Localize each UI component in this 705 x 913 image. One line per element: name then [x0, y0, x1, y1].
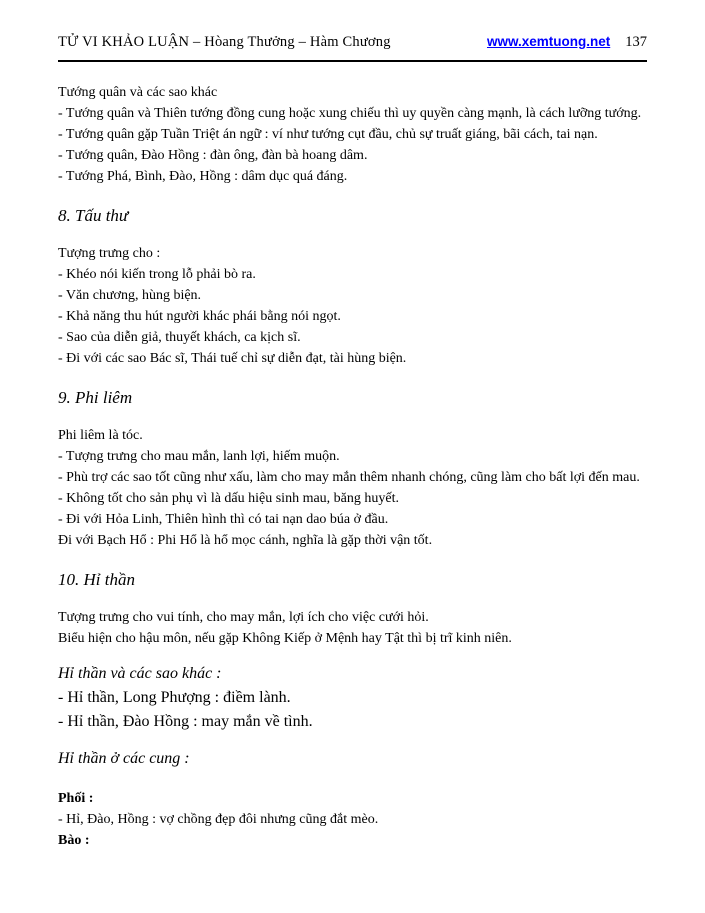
- section-hi-than-cac-cung: [58, 788, 647, 851]
- section-hi-than-sao-khac: [58, 686, 647, 734]
- text-line: - Văn chương, hùng biện.: [58, 288, 202, 303]
- section-hi-than: [58, 607, 647, 649]
- text-line: - Hỉ, Đào, Hồng : vợ chồng đẹp đôi nhưng cũng đắt mèo.: [58, 812, 379, 827]
- text-line: Tượng trưng cho vui tính, cho may mắn, lợi ích cho việc cưới hỏi.: [58, 610, 429, 625]
- text-line: Biểu hiện cho hậu môn, nếu gặp Không Kiếp ở Mệnh hay Tật thì bị trĩ kinh niên.: [58, 631, 512, 646]
- text-line: - Phù trợ các sao tốt cũng như xấu, làm cho may mắn thêm nhanh chóng, cũng làm cho bất lợi đến mau.: [58, 470, 640, 485]
- text-line: - Hỉ thần, Đào Hồng : may mắn về tình.: [58, 713, 313, 730]
- website-link[interactable]: www.xemtuong.net: [486, 34, 611, 49]
- text-line: - Khả năng thu hút người khác phái bằng nói ngọt.: [58, 309, 341, 324]
- text-line: Tượng trưng cho :: [58, 246, 161, 261]
- section-tuong-quan: [58, 82, 647, 187]
- page-body: [58, 82, 647, 851]
- header-right: [487, 34, 647, 51]
- text-line: - Không tốt cho sản phụ vì là dấu hiệu sinh mau, băng huyết.: [58, 491, 399, 506]
- heading-hi-than: 10. Hỉ thần: [58, 570, 135, 589]
- heading-tau-thu: 8. Tấu thư: [58, 206, 129, 225]
- section-phi-liem: [58, 425, 647, 551]
- text-line: - Khéo nói kiến trong lỗ phải bò ra.: [58, 267, 256, 282]
- text-line: - Tướng quân, Đào Hồng : đàn ông, đàn bà hoang dâm.: [58, 148, 368, 163]
- text-line: - Sao của diễn giả, thuyết khách, ca kịch sĩ.: [58, 330, 301, 345]
- heading-phi-liem: 9. Phi liêm: [58, 388, 133, 407]
- section-tau-thu: [58, 243, 647, 369]
- text-line: - Đi với các sao Bác sĩ, Thái tuế chỉ sự diễn đạt, tài hùng biện.: [58, 351, 407, 366]
- subheading-hi-than-cac-cung: Hỉ thần ở các cung :: [58, 750, 190, 767]
- text-line: - Đi với Hỏa Linh, Thiên hình thì có tai nạn dao búa ở đầu.: [58, 512, 389, 527]
- page-header: [58, 34, 647, 62]
- text-line: - Tướng Phá, Bình, Đào, Hồng : dâm dục quá đáng.: [58, 169, 348, 184]
- text-line: Phi liêm là tóc.: [58, 428, 143, 443]
- cung-label-phoi: Phối :: [58, 791, 94, 806]
- text-line: - Hỉ thần, Long Phượng : điềm lành.: [58, 689, 291, 706]
- cung-label-bao: Bào :: [58, 833, 90, 848]
- header-title: TỬ VI KHẢO LUẬN – Hòang Thưởng – Hàm Chương: [58, 34, 391, 50]
- text-line: Đi với Bạch Hổ : Phi Hổ là hổ mọc cánh, nghĩa là gặp thời vận tốt.: [58, 533, 433, 548]
- text-line: - Tướng quân gặp Tuần Triệt án ngữ : ví như tướng cụt đầu, chủ sự truất giáng, bãi cách, tai nạn.: [58, 127, 598, 142]
- text-line: - Tượng trưng cho mau mắn, lanh lợi, hiếm muộn.: [58, 449, 340, 464]
- page-number: 137: [625, 34, 647, 50]
- subheading-hi-than-sao-khac: Hỉ thần và các sao khác :: [58, 665, 222, 682]
- text-line: Tướng quân và các sao khác: [58, 85, 218, 100]
- text-line: - Tướng quân và Thiên tướng đồng cung hoặc xung chiếu thì uy quyền càng mạnh, là cách lưỡng tướng.: [58, 106, 642, 121]
